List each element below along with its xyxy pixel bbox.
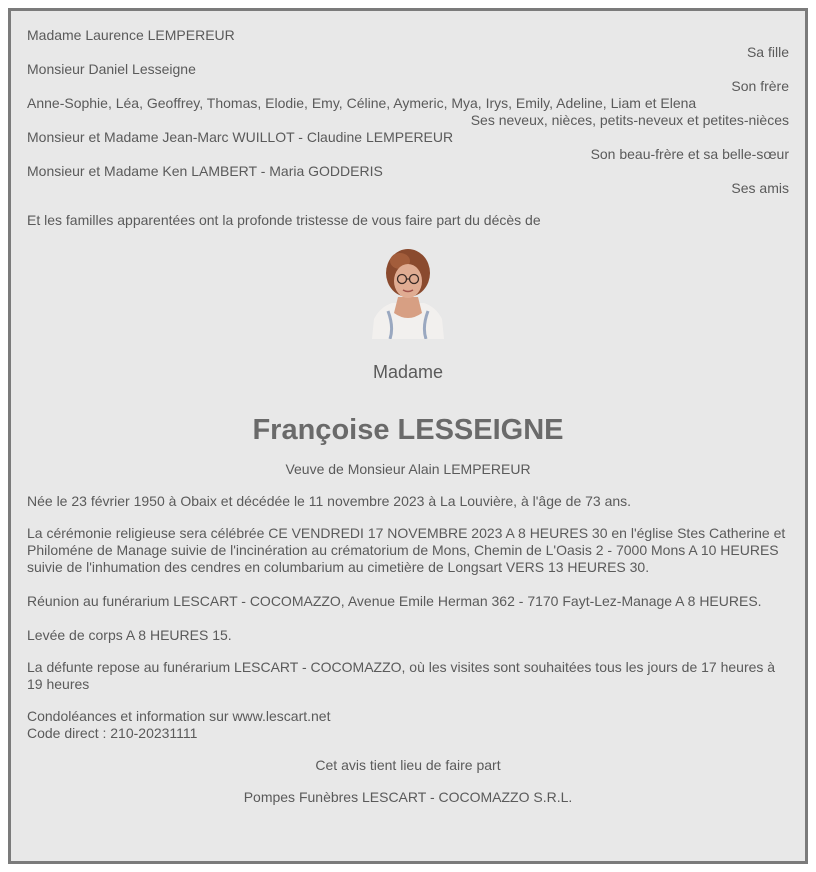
widow-of: Veuve de Monsieur Alain LEMPEREUR	[285, 461, 531, 477]
relative-role: Sa fille	[746, 44, 789, 60]
funeral-home: Pompes Funèbres LESCART - COCOMAZZO S.R.L.	[243, 789, 573, 805]
deceased-title: Madame	[372, 362, 444, 382]
relative-role: Son frère	[731, 78, 789, 94]
levee-text: Levée de corps A 8 HEURES 15.	[27, 627, 232, 643]
relative-name: Madame Laurence LEMPEREUR	[27, 27, 235, 43]
relative-name: Monsieur Daniel Lesseigne	[27, 61, 196, 77]
obituary-frame	[8, 8, 808, 864]
visits-text: La défunte repose au funérarium LESCART - COCOMAZZO, où les visites sont souhaitées tous les jours de 17 heures à 19 heures	[27, 659, 776, 692]
intro-text: Et les familles apparentées ont la profonde tristesse de vous faire part du décès de	[27, 212, 541, 228]
relative-role: Son beau-frère et sa belle-sœur	[590, 146, 789, 162]
relatives-list	[27, 27, 789, 197]
reunion-text: Réunion au funérarium LESCART - COCOMAZZO, Avenue Emile Herman 362 - 7170 Fayt-Lez-Manage A 8 HEURES.	[27, 593, 762, 609]
relative-role: Ses amis	[731, 180, 789, 196]
relative-name: Anne-Sophie, Léa, Geoffrey, Thomas, Elodie, Emy, Céline, Aymeric, Mya, Irys, Emily, Adeline, Liam et Elena	[27, 95, 697, 111]
relative-name: Monsieur et Madame Ken LAMBERT - Maria GODDERIS	[27, 163, 383, 179]
obituary-content	[27, 27, 789, 806]
portrait-icon	[370, 247, 446, 339]
condolences-block	[27, 708, 789, 742]
portrait-photo	[370, 247, 446, 339]
portrait-container	[27, 247, 789, 339]
condolences-text: Condoléances et information sur www.lescart.net	[27, 708, 331, 724]
code-direct: Code direct : 210-20231111	[27, 725, 198, 741]
notice-text: Cet avis tient lieu de faire part	[315, 757, 501, 773]
ceremony-text: La cérémonie religieuse sera célébrée CE VENDREDI 17 NOVEMBRE 2023 A 8 HEURES 30 en l'église Stes Catherine et Philoméne de Manage suivie de l'incinération au crématorium de Mons, Chemin de L'Oasis 2 - 7000 Mons A 10 HEURES suivie de l'inhumation des cendres en columbarium au cimetière de Longsart VERS 13 HEURES 30.	[27, 525, 786, 575]
birth-death-text: Née le 23 février 1950 à Obaix et décédée le 11 novembre 2023 à La Louvière, à l'âge de 73 ans.	[27, 493, 632, 509]
deceased-name: Françoise LESSEIGNE	[252, 414, 564, 446]
relative-name: Monsieur et Madame Jean-Marc WUILLOT - Claudine LEMPEREUR	[27, 129, 454, 145]
relative-role: Ses neveux, nièces, petits-neveux et petites-nièces	[470, 112, 789, 128]
